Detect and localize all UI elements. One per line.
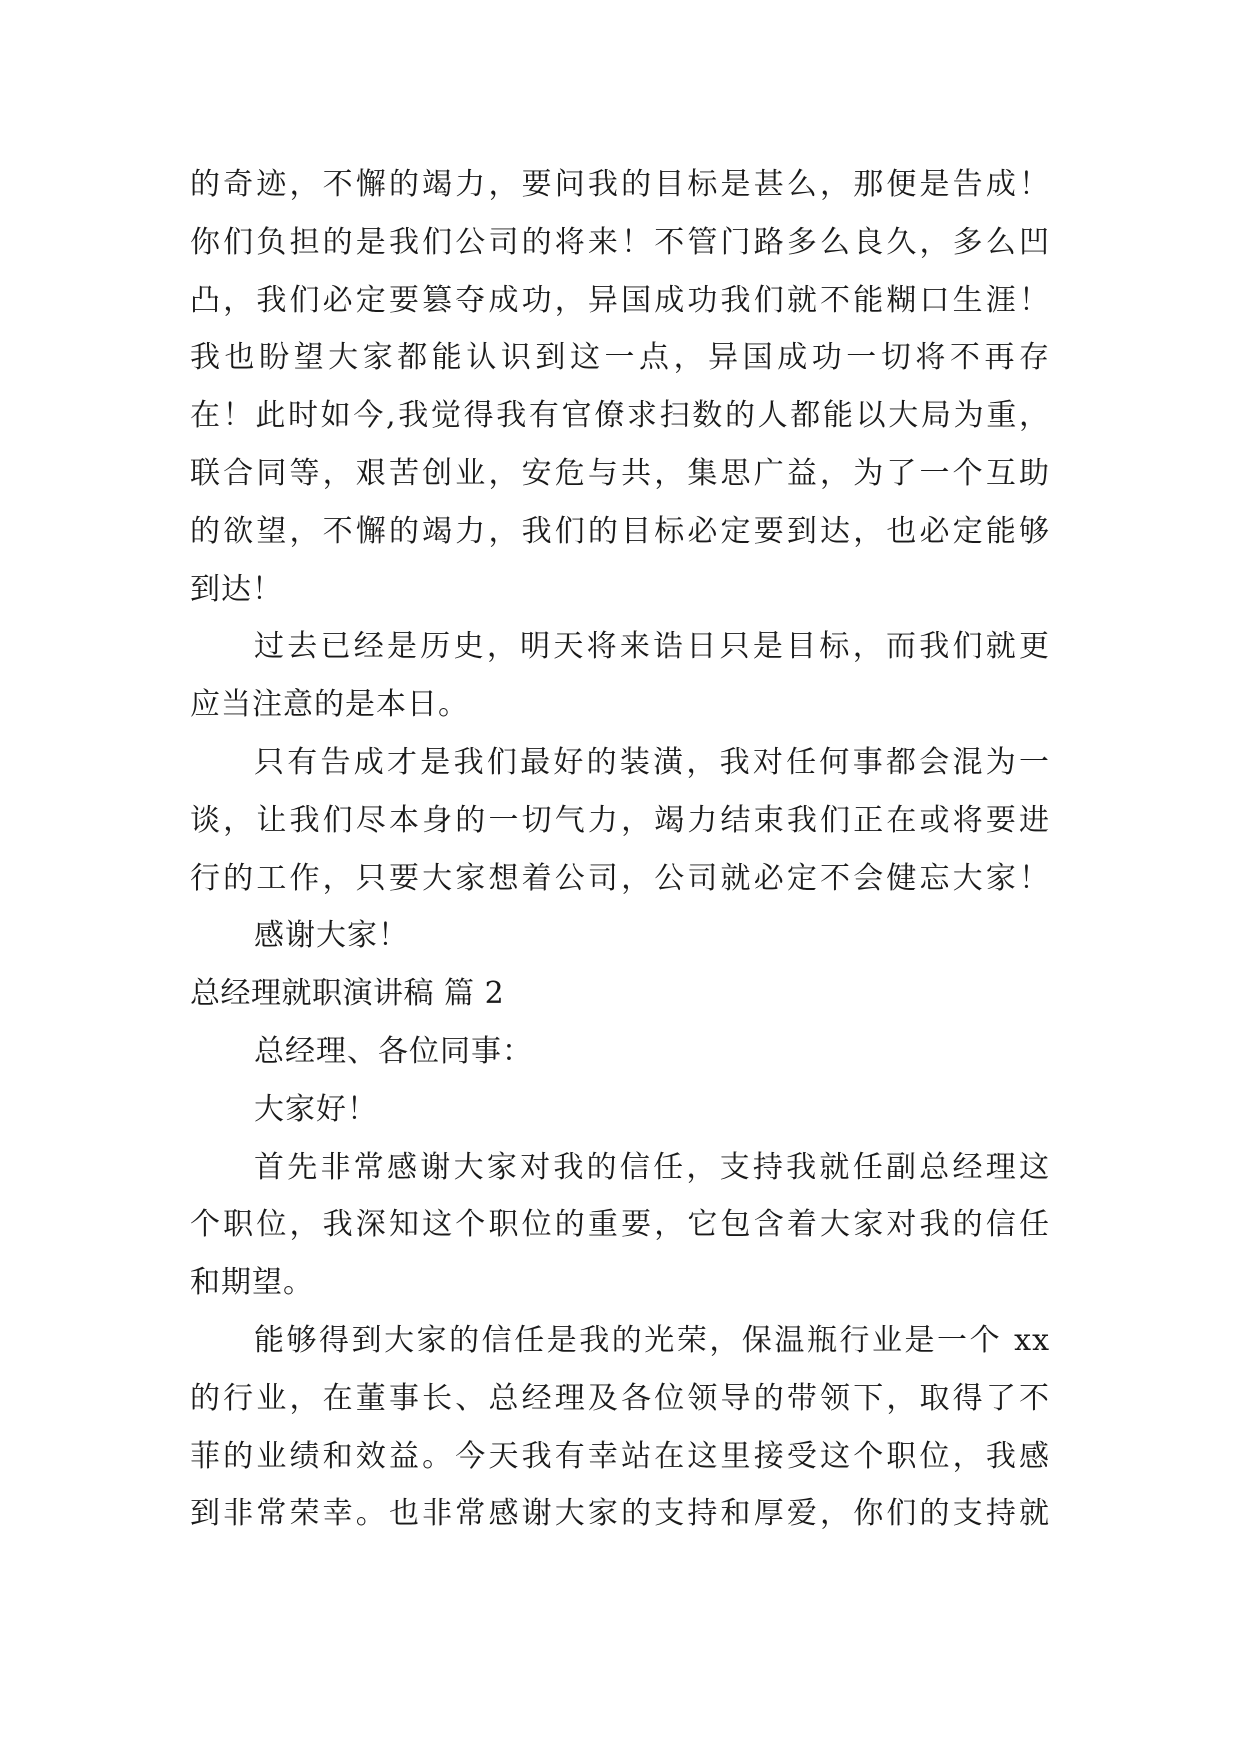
text-line: 个职位，我深知这个职位的重要，它包含着大家对我的信任 <box>190 1207 1050 1243</box>
text-line: 我也盼望大家都能认识到这一点，异国成功一切将不再存 <box>190 340 1050 376</box>
section-heading: 总经理就职演讲稿 篇 2 <box>190 976 505 1012</box>
text-line: 能够得到大家的信任是我的光荣，保温瓶行业是一个 xx <box>254 1322 1050 1358</box>
text-line: 行的工作，只要大家想着公司，公司就必定不会健忘大家！ <box>190 860 1050 896</box>
text-line: 首先非常感谢大家对我的信任，支持我就任副总经理这 <box>254 1149 1050 1185</box>
text-line: 和期望。 <box>190 1265 314 1301</box>
text-line: 菲的业绩和效益。今天我有幸站在这里接受这个职位，我感 <box>190 1438 1050 1474</box>
text-line: 的行业，在董事长、总经理及各位领导的带领下，取得了不 <box>190 1380 1050 1416</box>
text-line: 应当注意的是本日。 <box>190 687 469 723</box>
text-line: 的奇迹，不懈的竭力，要问我的目标是甚么，那便是告成！ <box>190 167 1050 202</box>
text-line: 到达！ <box>190 571 283 607</box>
text-line: 总经理、各位同事： <box>254 1033 533 1069</box>
text-line: 凸，我们必定要篡夺成功，异国成功我们就不能糊口生涯！ <box>190 282 1050 318</box>
text-line: 大家好！ <box>254 1091 378 1127</box>
text-line: 感谢大家！ <box>254 918 409 954</box>
document-body <box>190 156 1050 1543</box>
text-line: 的欲望，不懈的竭力，我们的目标必定要到达，也必定能够 <box>190 513 1050 549</box>
text-line: 过去已经是历史，明天将来诰日只是目标，而我们就更 <box>254 629 1050 665</box>
text-line: 你们负担的是我们公司的将来！不管门路多么良久，多么凹 <box>190 224 1050 260</box>
text-line: 只有告成才是我们最好的装潢，我对任何事都会混为一 <box>254 744 1050 780</box>
text-line: 到非常荣幸。也非常感谢大家的支持和厚爱，你们的支持就 <box>190 1496 1050 1532</box>
text-line: 在！此时如今,我觉得我有官僚求扫数的人都能以大局为重， <box>190 398 1050 434</box>
text-line: 谈，让我们尽本身的一切气力，竭力结束我们正在或将要进 <box>190 802 1050 838</box>
text-line: 联合同等，艰苦创业，安危与共，集思广益，为了一个互助 <box>190 455 1050 491</box>
